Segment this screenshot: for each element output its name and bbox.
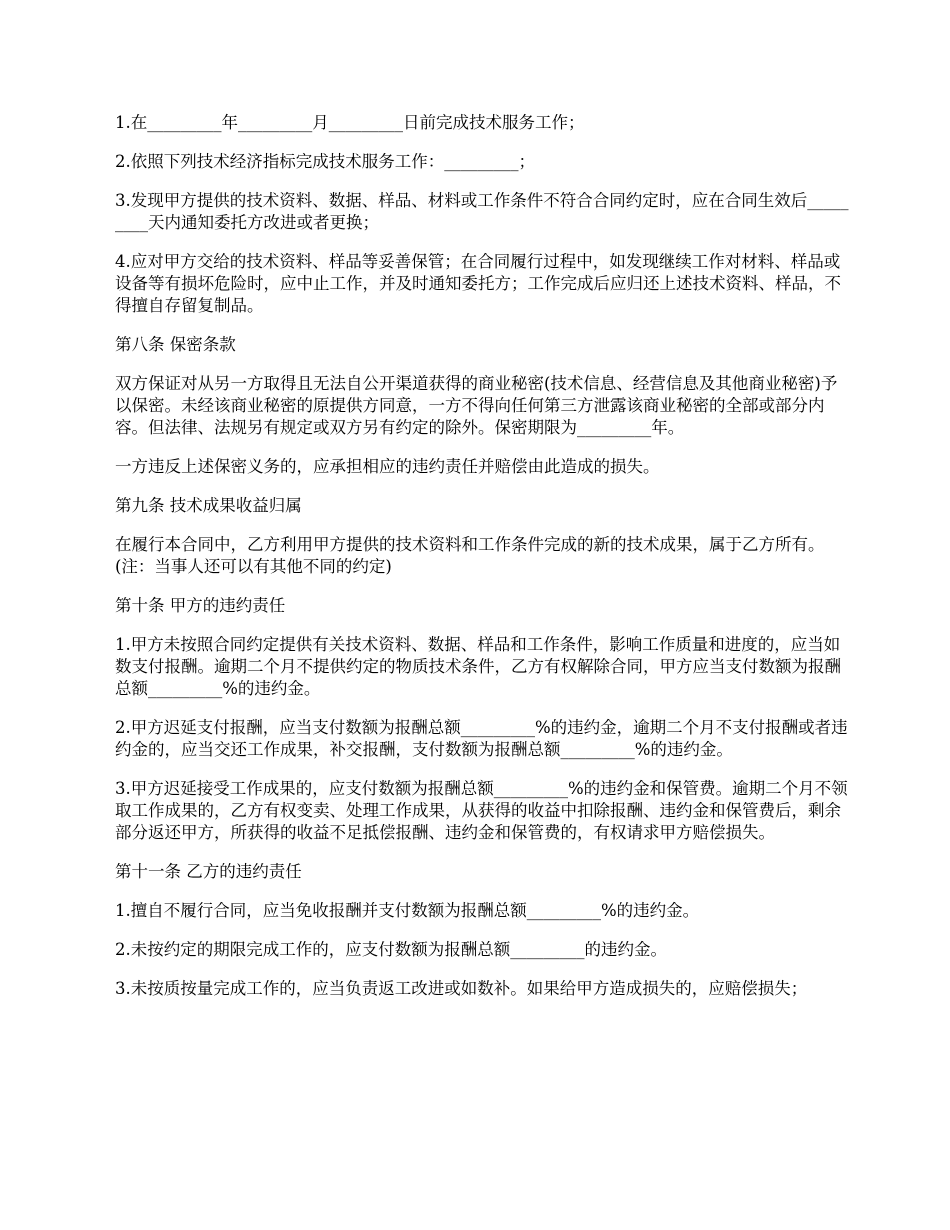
ownership-paragraph: 在履行本合同中，乙方利用甲方提供的技术资料和工作条件完成的新的技术成果，属于乙方所有。(注：当事人还可以有其他不同的约定) xyxy=(115,535,825,576)
party-b-liability-2: 2.未按约定的期限完成工作的，应支付数额为报酬总额_________的违约金。 xyxy=(115,940,667,959)
party-a-liability-3: 3.甲方迟延接受工作成果的，应支付数额为报酬总额_________%的违约金和保管费。逾期二个月不领取工作成果的，乙方有权变卖、处理工作成果，从获得的收益中扣除报酬、违约金和保管费后，剩余部分返还甲方，所获得的收益不足抵偿报酬、违约金和保管费的，有权请求甲方赔偿损失。 xyxy=(115,779,848,842)
party-a-liability-1: 1.甲方未按照合同约定提供有关技术资料、数据、样品和工作条件，影响工作质量和进度的，应当如数支付报酬。逾期二个月不提供约定的物质技术条件，乙方有权解除合同，甲方应当支付数额为报酬总额_________%的违约金。 xyxy=(115,635,841,698)
party-a-liability-2: 2.甲方迟延支付报酬，应当支付数额为报酬总额_________%的违约金，逾期二个月不支付报酬或者违约金的，应当交还工作成果，补交报酬，支付数额为报酬总额_________%的违约金。 xyxy=(115,718,848,759)
document-page xyxy=(115,112,850,1017)
clause-item-1: 1.在_________年_________月_________日前完成技术服务工作； xyxy=(115,113,585,132)
section-heading-article-8: 第八条 保密条款 xyxy=(115,335,236,354)
clause-item-2: 2.依照下列技术经济指标完成技术服务工作：_________； xyxy=(115,152,535,171)
party-b-liability-3: 3.未按质按量完成工作的，应当负责返工改进或如数补。如果给甲方造成损失的，应赔偿损失； xyxy=(115,979,808,998)
confidentiality-breach-paragraph: 一方违反上述保密义务的，应承担相应的违约责任并赔偿由此造成的损失。 xyxy=(115,457,660,476)
clause-item-4: 4.应对甲方交给的技术资料、样品等妥善保管；在合同履行过程中，如发现继续工作对材料、样品或设备等有损坏危险时，应中止工作，并及时通知委托方；工作完成后应归还上述技术资料、样品，不得擅自存留复制品。 xyxy=(115,252,841,315)
section-heading-article-10: 第十条 甲方的违约责任 xyxy=(115,596,286,615)
section-heading-article-9: 第九条 技术成果收益归属 xyxy=(115,496,302,515)
section-heading-article-11: 第十一条 乙方的违约责任 xyxy=(115,862,302,881)
party-b-liability-1: 1.擅自不履行合同，应当免收报酬并支付数额为报酬总额_________%的违约金。 xyxy=(115,901,700,920)
clause-item-3: 3.发现甲方提供的技术资料、数据、样品、材料或工作条件不符合合同约定时，应在合同生效后_________天内通知委托方改进或者更换； xyxy=(115,191,849,232)
confidentiality-paragraph: 双方保证对从另一方取得且无法自公开渠道获得的商业秘密(技术信息、经营信息及其他商业秘密)予以保密。未经该商业秘密的原提供方同意，一方不得向任何第三方泄露该商业秘密的全部或部分内容。但法律、法规另有规定或双方另有约定的除外。保密期限为_________年。 xyxy=(115,374,838,437)
